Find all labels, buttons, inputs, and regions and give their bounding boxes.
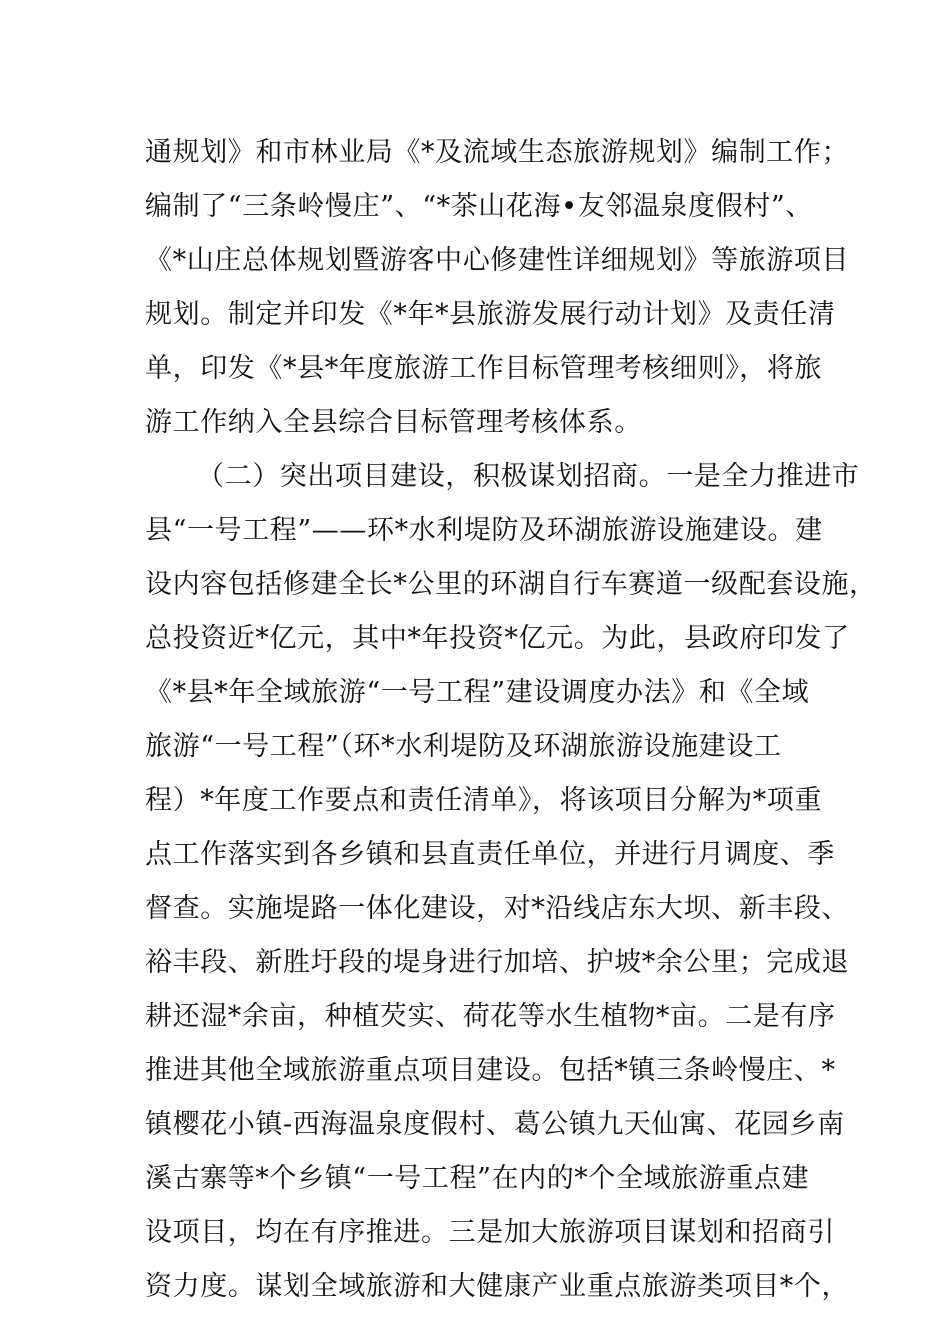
text-line-13: 程）*年度工作要点和责任清单》，将该项目分解为*项重 (145, 785, 823, 816)
text-line-22: 资力度。谋划全域旅游和大健康产业重点旅游类项目*个， (145, 1271, 850, 1302)
text-line-6: 游工作纳入全县综合目标管理考核体系。 (145, 407, 642, 438)
text-line-5: 单，印发《*县*年度旅游工作目标管理考核细则》，将旅 (145, 353, 823, 384)
text-line-14: 点工作落实到各乡镇和县直责任单位，并进行月调度、季 (145, 839, 835, 870)
text-line-8: 县“一号工程”——环*水利堤防及环湖旅游设施建设。建 (145, 515, 823, 546)
text-line-2: 编制了“三条岭慢庄”、“*茶山花海•友邻温泉度假村”、 (145, 191, 813, 222)
text-line-20: 溪古寨等*个乡镇“一号工程”在内的*个全域旅游重点建 (145, 1163, 810, 1194)
text-line-9: 设内容包括修建全长*公里的环湖自行车赛道一级配套设施， (145, 569, 877, 600)
text-line-18: 推进其他全域旅游重点项目建设。包括*镇三条岭慢庄、* (145, 1055, 836, 1086)
text-line-17: 耕还湿*余亩，种植芡实、荷花等水生植物*亩。二是有序 (145, 1001, 836, 1032)
text-line-10: 总投资近*亿元，其中*年投资*亿元。为此，县政府印发了 (145, 623, 850, 654)
text-line-11: 《*县*年全域旅游“一号工程”建设调度办法》和《全域 (145, 677, 810, 708)
text-line-1: 通规划》和市林业局《*及流域生态旅游规划》编制工作； (145, 137, 850, 168)
text-line-3: 《*山庄总体规划暨游客中心修建性详细规划》等旅游项目 (145, 245, 850, 276)
text-line-15: 督查。实施堤路一体化建设，对*沿线店东大坝、新丰段、 (145, 893, 850, 924)
text-line-19: 镇樱花小镇-西海温泉度假村、葛公镇九天仙寓、花园乡南 (145, 1109, 845, 1140)
text-line-4: 规划。制定并印发《*年*县旅游发展行动计划》及责任清 (145, 299, 836, 330)
text-line-7: （二）突出项目建设，积极谋划招商。一是全力推进市 (197, 461, 860, 492)
text-line-16: 裕丰段、新胜圩段的堤身进行加培、护坡*余公里；完成退 (145, 947, 850, 978)
body-text (145, 126, 877, 1314)
text-line-12: 旅游“一号工程”（环*水利堤防及环湖旅游设施建设工 (145, 731, 782, 762)
text-line-21: 设项目，均在有序推进。三是加大旅游项目谋划和招商引 (145, 1217, 835, 1248)
